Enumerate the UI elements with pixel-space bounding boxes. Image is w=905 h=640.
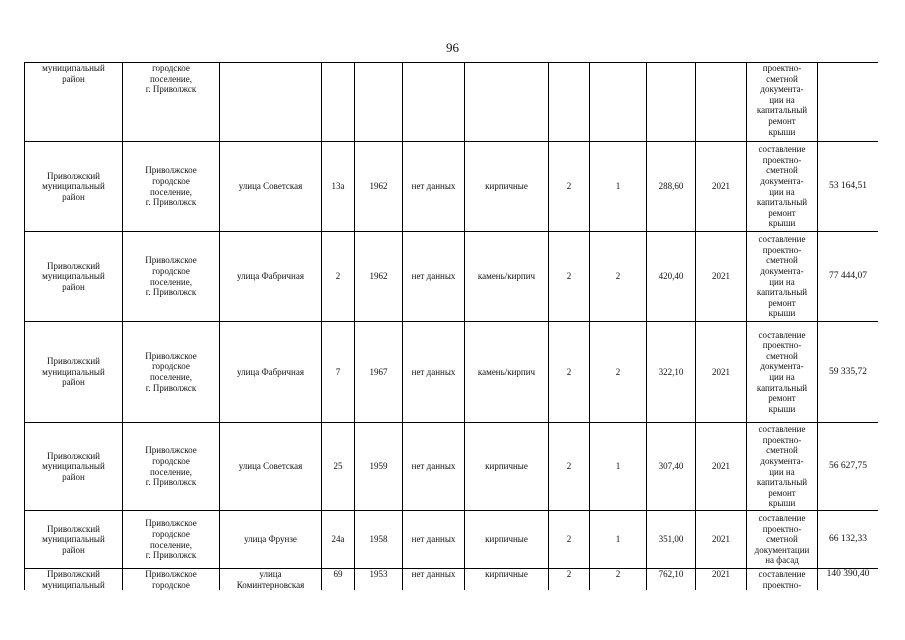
entrances-cell: 1 (590, 423, 647, 511)
cell-text-line: ции на (769, 466, 795, 477)
plan-year-cell (696, 63, 747, 142)
cell-text-line: улица Советская (238, 181, 303, 192)
cell-text-line: муниципальный (42, 63, 105, 73)
cell-text-line: сметной (766, 255, 798, 266)
cost-cell: 53 164,51 (818, 142, 879, 232)
cell-text-line: капитальный (756, 382, 808, 393)
floors-cell: 2 (549, 322, 590, 423)
repair-plan-table (24, 62, 878, 590)
info-cell: нет данных (403, 232, 465, 322)
house-number-cell (322, 63, 355, 142)
cell-text-line: проектно- (762, 154, 802, 165)
cell-text-line: улица Фабричная (237, 366, 304, 377)
cell-text-line: сметной (766, 350, 798, 361)
cell-text-line: сметной (766, 445, 798, 456)
area-cell: 420,40 (647, 232, 696, 322)
cell-text-line: Приволжское (145, 255, 197, 266)
cell-text-line: ремонт (768, 297, 796, 308)
cell-text-line: городское (152, 528, 190, 539)
settlement-cell (123, 322, 220, 423)
cell-text-line: проектно- (762, 523, 802, 534)
year-built-cell: 1962 (355, 142, 403, 232)
cell-text-line: Приволжский (47, 260, 100, 271)
district-cell (25, 63, 123, 142)
street-cell (220, 511, 322, 569)
cell-text-line: Приволжский (47, 450, 100, 461)
cell-text-line: проектно- (762, 244, 802, 255)
cell-text-line: Приволжское (145, 569, 197, 579)
cell-text-line: документа- (760, 84, 804, 95)
cell-text-line: городское (152, 265, 190, 276)
cell-text-line: Приволжское (145, 518, 197, 529)
cell-text-line: г. Приволжск (145, 477, 197, 488)
cell-text-line: крыши (768, 126, 796, 137)
cell-text-line: документа- (760, 265, 804, 276)
year-built-cell: 1967 (355, 322, 403, 423)
wall-material-cell: кирпичные (465, 511, 549, 569)
street-cell (220, 569, 322, 591)
settlement-cell (123, 63, 220, 142)
house-number-cell: 7 (322, 322, 355, 423)
cell-text-line: муниципальный (42, 271, 105, 282)
cost-cell (818, 63, 879, 142)
cell-text-line: составление (758, 234, 806, 245)
settlement-cell (123, 569, 220, 591)
plan-year-cell: 2021 (696, 423, 747, 511)
cell-text-line: проектно- (762, 340, 802, 351)
year-built-cell: 1959 (355, 423, 403, 511)
cell-text-line: крыши (768, 308, 796, 319)
table-row (25, 63, 879, 142)
entrances-cell: 1 (590, 142, 647, 232)
house-number-cell: 13а (322, 142, 355, 232)
settlement-cell (123, 232, 220, 322)
cell-text-line: поселение, (149, 372, 192, 382)
entrances-cell (590, 63, 647, 142)
plan-year-cell: 2021 (696, 569, 747, 591)
cell-text-line: г. Приволжск (145, 197, 197, 208)
district-cell (25, 232, 123, 322)
table-body (25, 63, 879, 591)
year-built-cell: 1958 (355, 511, 403, 569)
cell-text-line: городское (152, 579, 190, 590)
cell-text-line: сметной (766, 534, 798, 545)
cell-text-line: район (62, 471, 85, 482)
district-cell (25, 423, 123, 511)
wall-material-cell: кирпичные (465, 569, 549, 591)
cell-text-line: район (62, 73, 85, 84)
area-cell: 351,00 (647, 511, 696, 569)
wall-material-cell (465, 63, 549, 142)
page-number: 96 (446, 40, 459, 55)
work-type-cell (747, 63, 818, 142)
year-built-cell (355, 63, 403, 142)
cell-text-line: ции на (769, 372, 795, 382)
wall-material-cell: камень/кирпич (465, 322, 549, 423)
district-cell (25, 511, 123, 569)
floors-cell: 2 (549, 142, 590, 232)
cell-text-line: ции на (769, 186, 795, 197)
cost-cell: 66 132,33 (818, 511, 879, 569)
cell-text-line: район (62, 544, 85, 555)
area-cell: 307,40 (647, 423, 696, 511)
work-type-cell (747, 232, 818, 322)
table-container (24, 62, 878, 590)
cell-text-line: крыши (768, 403, 796, 414)
entrances-cell: 2 (590, 569, 647, 591)
cell-text-line: капитальный (756, 477, 808, 488)
cell-text-line: ции на (769, 94, 795, 105)
cell-text-line: проектно- (762, 579, 802, 590)
cell-text-line: ремонт (768, 207, 796, 218)
wall-material-cell: кирпичные (465, 423, 549, 511)
cell-text-line: район (62, 191, 85, 202)
info-cell (403, 63, 465, 142)
year-built-cell: 1953 (355, 569, 403, 591)
entrances-cell: 1 (590, 511, 647, 569)
cell-text-line: составление (758, 424, 806, 435)
cell-text-line: муниципальный (42, 366, 105, 377)
cell-text-line: документа- (760, 455, 804, 466)
house-number-cell: 24а (322, 511, 355, 569)
cell-text-line: Приволжский (47, 569, 100, 579)
cell-text-line: поселение, (149, 276, 192, 287)
plan-year-cell: 2021 (696, 232, 747, 322)
floors-cell (549, 63, 590, 142)
cost-cell: 77 444,07 (818, 232, 879, 322)
info-cell: нет данных (403, 423, 465, 511)
cell-text-line: улица Фрунзе (244, 534, 297, 545)
cell-text-line: поселение, (149, 186, 192, 197)
cell-text-line: капитальный (756, 287, 808, 298)
cell-text-line: сметной (766, 73, 798, 84)
cell-text-line: г. Приволжск (145, 382, 197, 393)
work-type-cell (747, 322, 818, 423)
cell-text-line: муниципальный (42, 579, 105, 590)
district-cell (25, 322, 123, 423)
cell-text-line: район (62, 377, 85, 388)
cell-text-line: городское (152, 361, 190, 372)
cell-text-line: ремонт (768, 487, 796, 498)
street-cell (220, 232, 322, 322)
cell-text-line: на фасад (765, 555, 799, 566)
cell-text-line: капитальный (756, 105, 808, 116)
cell-text-line: составление (758, 144, 806, 155)
entrances-cell: 2 (590, 232, 647, 322)
cell-text-line: составление (758, 513, 806, 524)
cell-text-line: г. Приволжск (145, 550, 197, 561)
cell-text-line: документа- (760, 175, 804, 186)
table-row (25, 142, 879, 232)
district-cell (25, 142, 123, 232)
cell-text-line: поселение, (149, 539, 192, 550)
cell-text-line: ремонт (768, 115, 796, 126)
house-number-cell: 2 (322, 232, 355, 322)
wall-material-cell: кирпичные (465, 142, 549, 232)
info-cell: нет данных (403, 511, 465, 569)
cell-text-line: муниципальный (42, 534, 105, 545)
cell-text-line: Приволжский (47, 356, 100, 367)
cell-text-line: капитальный (756, 197, 808, 208)
cost-cell: 56 627,75 (818, 423, 879, 511)
cell-text-line: Коминтерновская (236, 579, 305, 590)
cell-text-line: крыши (768, 498, 796, 509)
plan-year-cell: 2021 (696, 322, 747, 423)
settlement-cell (123, 511, 220, 569)
plan-year-cell: 2021 (696, 142, 747, 232)
wall-material-cell: камень/кирпич (465, 232, 549, 322)
area-cell: 322,10 (647, 322, 696, 423)
street-cell (220, 63, 322, 142)
floors-cell: 2 (549, 423, 590, 511)
table-row (25, 322, 879, 423)
cell-text-line: улица (259, 569, 282, 579)
cell-text-line: документации (754, 544, 810, 555)
info-cell: нет данных (403, 322, 465, 423)
table-row (25, 232, 879, 322)
cell-text-line: улица Фабричная (237, 271, 304, 282)
cell-text-line: городское (152, 175, 190, 186)
area-cell: 288,60 (647, 142, 696, 232)
cell-text-line: ции на (769, 276, 795, 287)
cell-text-line: составление (758, 329, 806, 340)
cell-text-line: Приволжское (145, 165, 197, 176)
cell-text-line: Приволжское (145, 445, 197, 456)
cell-text-line: сметной (766, 165, 798, 176)
cell-text-line: городское (152, 63, 190, 73)
cell-text-line: крыши (768, 218, 796, 229)
info-cell: нет данных (403, 142, 465, 232)
floors-cell: 2 (549, 511, 590, 569)
table-row (25, 569, 879, 591)
floors-cell: 2 (549, 232, 590, 322)
district-cell (25, 569, 123, 591)
cell-text-line: поселение, (149, 73, 192, 84)
cell-text-line: улица Советская (238, 461, 303, 472)
cell-text-line: Приволжский (47, 523, 100, 534)
cell-text-line: муниципальный (42, 461, 105, 472)
cell-text-line: Приволжское (145, 350, 197, 361)
floors-cell: 2 (549, 569, 590, 591)
year-built-cell: 1962 (355, 232, 403, 322)
work-type-cell (747, 569, 818, 591)
cell-text-line: проектно- (762, 63, 802, 73)
house-number-cell: 69 (322, 569, 355, 591)
info-cell: нет данных (403, 569, 465, 591)
work-type-cell (747, 511, 818, 569)
cell-text-line: Приволжский (47, 170, 100, 181)
street-cell (220, 322, 322, 423)
settlement-cell (123, 423, 220, 511)
house-number-cell: 25 (322, 423, 355, 511)
table-row (25, 423, 879, 511)
cell-text-line: проектно- (762, 434, 802, 445)
cost-cell: 140 390,40 (818, 569, 879, 591)
cell-text-line: муниципальный (42, 181, 105, 192)
street-cell (220, 142, 322, 232)
area-cell: 762,10 (647, 569, 696, 591)
cost-cell: 59 335,72 (818, 322, 879, 423)
cell-text-line: ремонт (768, 393, 796, 404)
work-type-cell (747, 142, 818, 232)
settlement-cell (123, 142, 220, 232)
cell-text-line: поселение, (149, 466, 192, 477)
cell-text-line: г. Приволжск (145, 287, 197, 298)
cell-text-line: г. Приволжск (145, 84, 197, 95)
cell-text-line: составление (758, 569, 806, 579)
plan-year-cell: 2021 (696, 511, 747, 569)
cell-text-line: документа- (760, 361, 804, 372)
cell-text-line: городское (152, 455, 190, 466)
cell-text-line: район (62, 281, 85, 292)
area-cell (647, 63, 696, 142)
entrances-cell: 2 (590, 322, 647, 423)
table-row (25, 511, 879, 569)
work-type-cell (747, 423, 818, 511)
street-cell (220, 423, 322, 511)
